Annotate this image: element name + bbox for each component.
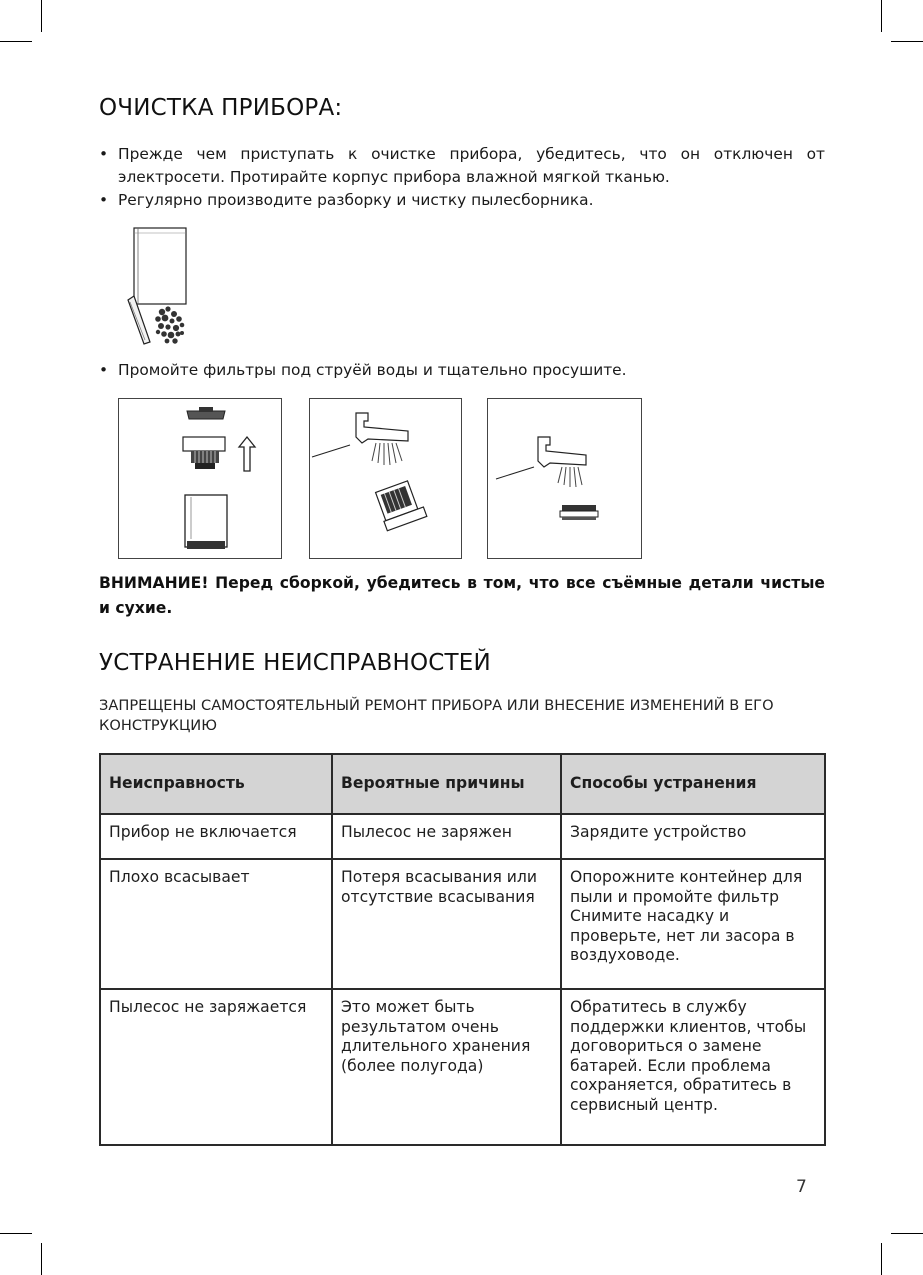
figure-rinse-prefilter <box>487 398 642 559</box>
troubleshooting-table <box>99 753 826 1146</box>
table-row <box>100 814 825 859</box>
table-row <box>100 859 825 989</box>
rinse-filter-illustration <box>310 399 461 558</box>
cell-cause: Это может быть результатом очень длительного хранения (более полугода) <box>332 989 561 1145</box>
table-header-row <box>100 754 825 814</box>
dust-container-illustration <box>118 222 208 350</box>
repair-prohibition-text: ЗАПРЕЩЕНЫ САМОСТОЯТЕЛЬНЫЙ РЕМОНТ ПРИБОРА ИЛИ ВНЕСЕНИЕ ИЗМЕНЕНИЙ В ЕГО КОНСТРУКЦИЮ <box>99 697 774 734</box>
figure-disassembly <box>118 398 282 559</box>
cleaning-title: ОЧИСТКА ПРИБОРА: <box>99 95 343 121</box>
figure-rinse-filter <box>309 398 462 559</box>
troubleshooting-title: УСТРАНЕНИЕ НЕИСПРАВНОСТЕЙ <box>99 650 491 676</box>
disassembly-illustration <box>119 399 281 558</box>
cell-solution: Опорожните контейнер для пыли и промойте фильтр Снимите насадку и проверьте, нет ли засора в воздуховоде. <box>561 859 825 989</box>
bullet-rinse-filters: • Промойте фильтры под струёй воды и тщательно просушите. <box>99 359 825 382</box>
cell-cause: Пылесос не заряжен <box>332 814 561 859</box>
bullet-unplug: • Прежде чем приступать к очистке прибора, убедитесь, что он отключен от электросети. Протирайте корпус прибора влажной мягкой тканью. <box>99 143 825 189</box>
cell-cause: Потеря всасывания или отсутствие всасывания <box>332 859 561 989</box>
crop-mark <box>891 41 923 42</box>
cleaning-bullets <box>99 143 825 212</box>
page-number: 7 <box>796 1177 807 1197</box>
crop-mark <box>41 0 42 32</box>
crop-mark <box>881 1243 882 1275</box>
crop-mark <box>881 0 882 32</box>
arrow-up-icon <box>239 437 255 471</box>
header-solutions: Способы устранения <box>561 754 825 814</box>
cell-problem: Плохо всасывает <box>100 859 332 989</box>
header-problem: Неисправность <box>100 754 332 814</box>
rinse-bullet-wrap <box>99 359 825 382</box>
crop-mark <box>891 1233 923 1234</box>
cell-solution: Обратитесь в службу поддержки клиентов, чтобы договориться о замене батарей. Если проблема сохраняется, обратитесь в сервисный центр. <box>561 989 825 1145</box>
rinse-prefilter-illustration <box>488 399 641 558</box>
crop-mark <box>0 41 32 42</box>
cell-solution: Зарядите устройство <box>561 814 825 859</box>
cell-problem: Пылесос не заряжается <box>100 989 332 1145</box>
bullet-dust-container: • Регулярно производите разборку и чистку пылесборника. <box>99 189 825 212</box>
table-row <box>100 989 825 1145</box>
dust-debris <box>155 306 184 343</box>
crop-mark <box>41 1243 42 1275</box>
warning-text: ВНИМАНИЕ! Перед сборкой, убедитесь в том, что все съёмные детали чистые и сухие. <box>99 574 825 617</box>
cell-problem: Прибор не включается <box>100 814 332 859</box>
header-causes: Вероятные причины <box>332 754 561 814</box>
crop-mark <box>0 1233 32 1234</box>
